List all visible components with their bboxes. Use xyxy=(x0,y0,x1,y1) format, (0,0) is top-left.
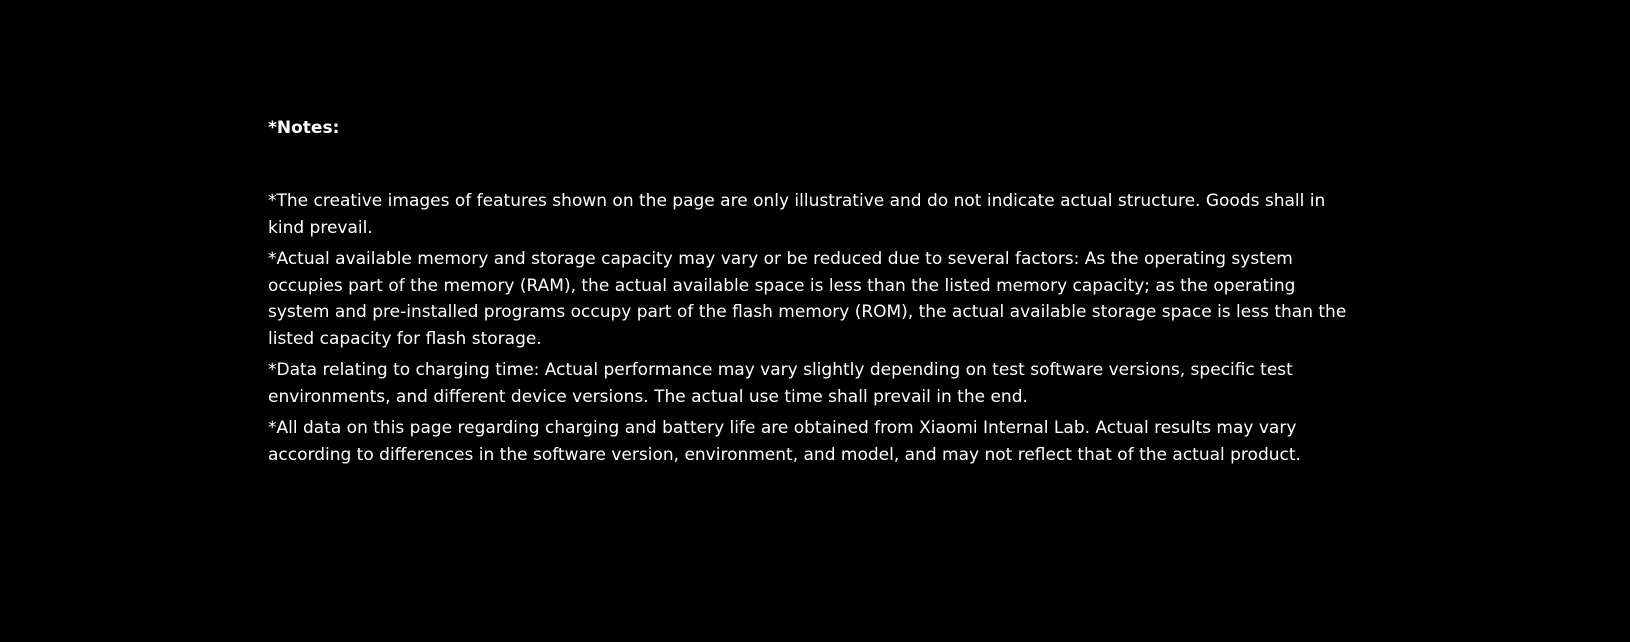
note-item-charging-time: *Data relating to charging time: Actual performance may vary slightly depending on test software versions, specific test environments, and different device versions. The actual use time shall prevail in the end. xyxy=(268,360,1293,407)
notes-section xyxy=(268,116,1348,473)
notes-list xyxy=(268,188,1348,468)
notes-title: *Notes: xyxy=(268,118,340,138)
note-item-creative-images: *The creative images of features shown on the page are only illustrative and do not indicate actual structure. Goods shall in kind prevail. xyxy=(268,191,1326,238)
note-item-battery-data: *All data on this page regarding charging and battery life are obtained from Xiaomi Internal Lab. Actual results may vary according to differences in the software version, environment, and model, and may not reflect that of the actual product. xyxy=(268,418,1301,465)
note-item-memory-storage: *Actual available memory and storage capacity may vary or be reduced due to several factors: As the operating system occupies part of the memory (RAM), the actual available space is less than the listed memory capacity; as the operating system and pre-installed programs occupy part of the flash memory (ROM), the actual available storage space is less than the listed capacity for flash storage. xyxy=(268,249,1347,349)
